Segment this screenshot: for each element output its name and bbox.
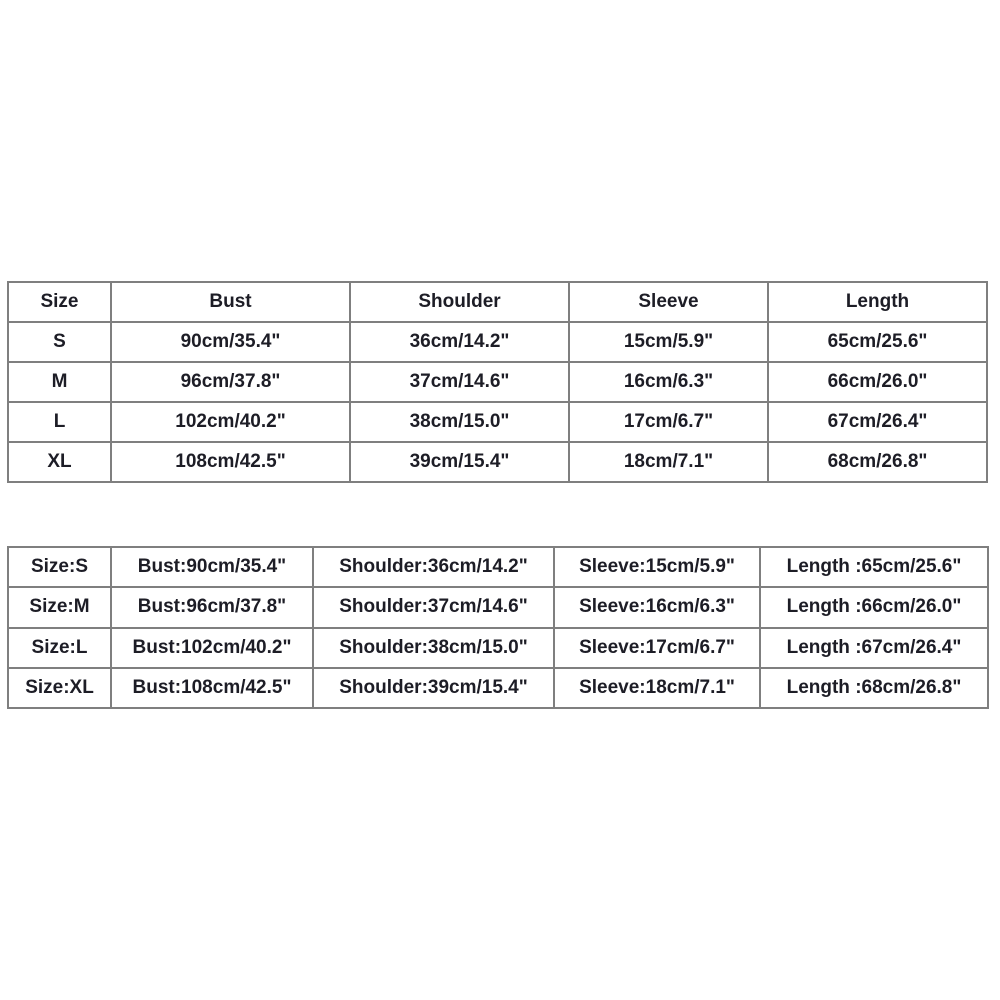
bust-cell: Bust:108cm/42.5" [111, 668, 313, 708]
length-cell: 67cm/26.4" [768, 402, 987, 442]
size-cell: M [8, 362, 111, 402]
shoulder-cell: 36cm/14.2" [350, 322, 569, 362]
header-cell-shoulder: Shoulder [350, 282, 569, 322]
shoulder-cell: Shoulder:39cm/15.4" [313, 668, 554, 708]
header-cell-size: Size [8, 282, 111, 322]
sleeve-cell: 16cm/6.3" [569, 362, 768, 402]
shoulder-cell: Shoulder:37cm/14.6" [313, 587, 554, 627]
shoulder-cell: 39cm/15.4" [350, 442, 569, 482]
sleeve-cell: Sleeve:16cm/6.3" [554, 587, 760, 627]
length-cell: 65cm/25.6" [768, 322, 987, 362]
shoulder-cell: 37cm/14.6" [350, 362, 569, 402]
bust-cell: 108cm/42.5" [111, 442, 350, 482]
bust-cell: 90cm/35.4" [111, 322, 350, 362]
header-cell-sleeve: Sleeve [569, 282, 768, 322]
size-cell: L [8, 402, 111, 442]
size-cell: Size:XL [8, 668, 111, 708]
length-cell: 66cm/26.0" [768, 362, 987, 402]
length-cell: Length :67cm/26.4" [760, 628, 988, 668]
sleeve-cell: 17cm/6.7" [569, 402, 768, 442]
sleeve-cell: Sleeve:15cm/5.9" [554, 547, 760, 587]
sleeve-cell: Sleeve:18cm/7.1" [554, 668, 760, 708]
length-cell: Length :66cm/26.0" [760, 587, 988, 627]
size-cell: Size:M [8, 587, 111, 627]
sleeve-cell: 15cm/5.9" [569, 322, 768, 362]
bust-cell: 96cm/37.8" [111, 362, 350, 402]
table-row-s [8, 322, 987, 362]
table-row-xl [8, 442, 987, 482]
bust-cell: Bust:102cm/40.2" [111, 628, 313, 668]
table-row-xl [8, 668, 988, 708]
shoulder-cell: Shoulder:38cm/15.0" [313, 628, 554, 668]
bust-cell: Bust:96cm/37.8" [111, 587, 313, 627]
header-cell-bust: Bust [111, 282, 350, 322]
header-cell-length: Length [768, 282, 987, 322]
table-row-l [8, 628, 988, 668]
length-cell: Length :68cm/26.8" [760, 668, 988, 708]
bust-cell: Bust:90cm/35.4" [111, 547, 313, 587]
sleeve-cell: 18cm/7.1" [569, 442, 768, 482]
length-cell: Length :65cm/25.6" [760, 547, 988, 587]
table-row-s [8, 547, 988, 587]
header-row [8, 282, 987, 322]
size-table-labeled [7, 546, 989, 709]
size-cell: Size:L [8, 628, 111, 668]
sleeve-cell: Sleeve:17cm/6.7" [554, 628, 760, 668]
table-row-l [8, 402, 987, 442]
size-cell: Size:S [8, 547, 111, 587]
size-table-grid [7, 281, 988, 483]
table-row-m [8, 362, 987, 402]
size-cell: S [8, 322, 111, 362]
length-cell: 68cm/26.8" [768, 442, 987, 482]
bust-cell: 102cm/40.2" [111, 402, 350, 442]
size-cell: XL [8, 442, 111, 482]
shoulder-cell: 38cm/15.0" [350, 402, 569, 442]
shoulder-cell: Shoulder:36cm/14.2" [313, 547, 554, 587]
table-row-m [8, 587, 988, 627]
